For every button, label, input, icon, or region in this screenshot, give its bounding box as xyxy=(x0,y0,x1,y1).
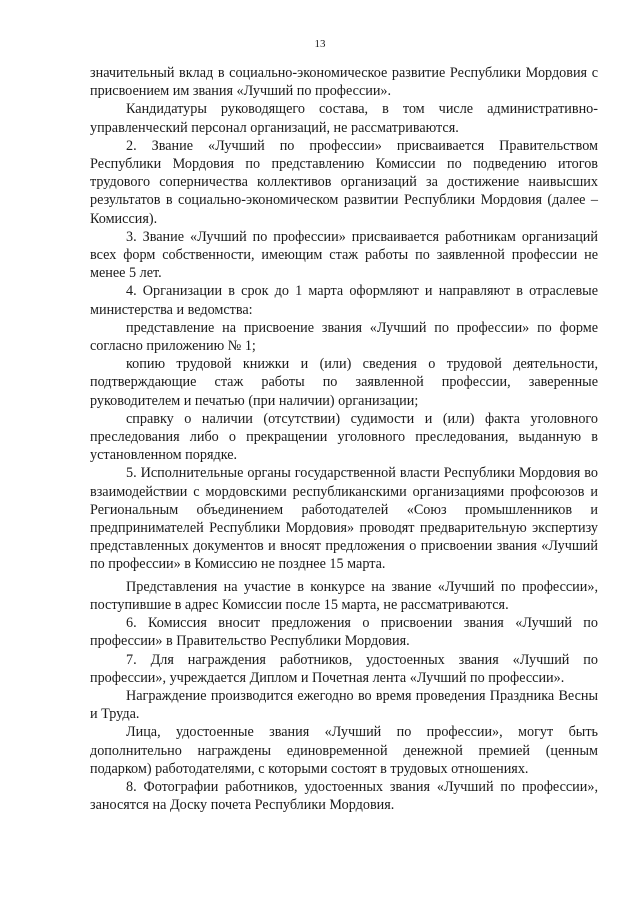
paragraph-item-6: 6. Комиссия вносит предложения о присвоении звания «Лучший по профессии» в Правительство Республики Мордовия. xyxy=(90,615,598,650)
paragraph-item-2: 2. Звание «Лучший по профессии» присваивается Правительством Республики Мордовия по представлению Комиссии по подведению итогов трудового соперничества коллективов организаций за достижение наивысших результатов в социально-экономическом развитии Республики Мордовия (далее – Комиссия). xyxy=(90,137,598,227)
paragraph-continuation: значительный вклад в социально-экономическое развитие Республики Мордовия с присвоением им звания «Лучший по профессии». xyxy=(90,65,598,100)
paragraph-item-4-employment-record: копию трудовой книжки и (или) сведения о трудовой деятельности, подтверждающие стаж работы по заявленной профессии, заверенные руководителем и печатью (при наличии) организации; xyxy=(90,356,598,409)
paragraph-item-4-criminal-record: справку о наличии (отсутствии) судимости и (или) факта уголовного преследования либо о прекращении уголовного преследования, выданную в установленном порядке. xyxy=(90,410,598,464)
paragraph-late-submissions: Представления на участие в конкурсе на звание «Лучший по профессии», поступившие в адрес Комиссии после 15 марта, не рассматриваются. xyxy=(90,578,598,613)
document-body xyxy=(90,64,598,814)
paragraph-item-3: 3. Звание «Лучший по профессии» присваивается работникам организаций всех форм собственности, имеющим стаж работы по заявленной профессии не менее 5 лет. xyxy=(90,228,598,282)
paragraph-award-timing: Награждение производится ежегодно во время проведения Праздника Весны и Труда. xyxy=(90,687,598,723)
paragraph-additional-reward: Лица, удостоенные звания «Лучший по профессии», могут быть дополнительно награждены единовременной денежной премией (ценным подарком) работодателями, с которыми состоят в трудовых отношениях. xyxy=(90,724,598,777)
paragraph-item-5: 5. Исполнительные органы государственной власти Республики Мордовия во взаимодействии с мордовскими республиканскими организациями профсоюзов и Региональным объединением работодателей «Союз промышленников и предпринимателей Республики Мордовия» проводят предварительную экспертизу представленных документов и вносят предложения о присвоении звания «Лучший по профессии» в Комиссию не позднее 15 марта. xyxy=(90,465,598,573)
paragraph-item-8: 8. Фотографии работников, удостоенных звания «Лучший по профессии», заносятся на Доску почета Республики Мордовия. xyxy=(90,778,598,814)
page-number: 13 xyxy=(314,38,326,50)
paragraph-item-7: 7. Для награждения работников, удостоенных звания «Лучший по профессии», учреждается Диплом и Почетная лента «Лучший по профессии». xyxy=(90,651,598,686)
paragraph-item-4-submission: представление на присвоение звания «Лучший по профессии» по форме согласно приложению № 1; xyxy=(90,319,598,355)
paragraph-item-4: 4. Организации в срок до 1 марта оформляют и направляют в отраслевые министерства и ведомства: xyxy=(90,283,598,318)
paragraph-management-exclusion: Кандидатуры руководящего состава, в том числе административно-управленческий персонал организаций, не рассматриваются. xyxy=(90,101,598,136)
